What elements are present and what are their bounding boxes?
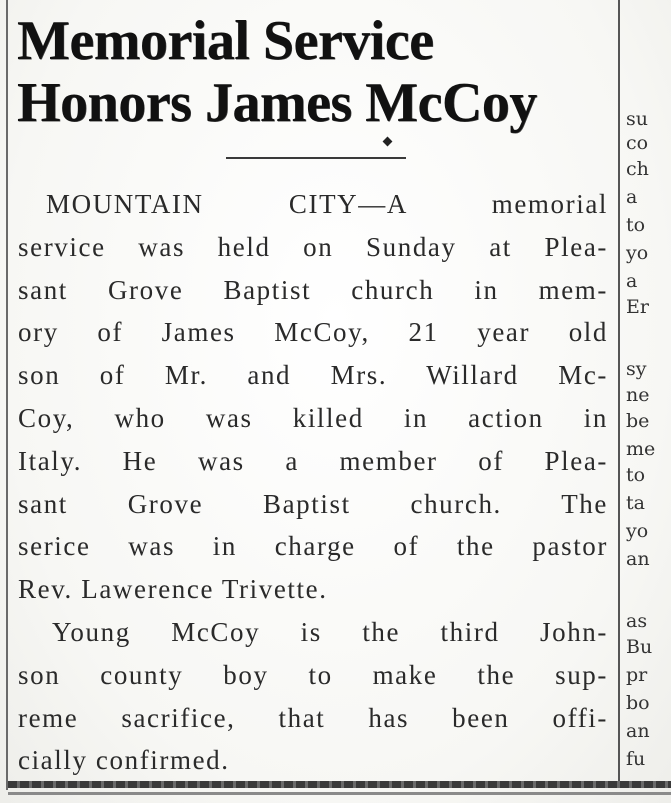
text-line: Coy, who was killed in action in bbox=[18, 402, 608, 433]
fragment: a bbox=[626, 186, 638, 208]
bottom-border-rule-thin bbox=[8, 792, 671, 795]
fragment: su bbox=[626, 108, 648, 130]
text-line: Young McCoy is the third John- bbox=[52, 616, 608, 647]
text-line: Italy. He was a member of Plea- bbox=[18, 445, 608, 476]
text-line: sant Grove Baptist church. The bbox=[18, 488, 608, 519]
fragment: ta bbox=[626, 492, 645, 514]
text-line: reme sacrifice, that has been offi- bbox=[18, 702, 608, 733]
headline-line-2: Honors James McCoy bbox=[17, 72, 537, 134]
fragment: sy bbox=[626, 358, 647, 380]
fragment: Bu bbox=[626, 636, 653, 658]
text-line: serice was in charge of the pastor bbox=[18, 531, 608, 562]
bottom-border-rule bbox=[8, 781, 671, 788]
text-line: son of Mr. and Mrs. Willard Mc- bbox=[18, 360, 608, 391]
fragment: an bbox=[626, 548, 650, 570]
paragraph-1 bbox=[18, 183, 608, 611]
fragment: co bbox=[626, 132, 649, 154]
fragment: an bbox=[626, 720, 650, 742]
paragraph-2 bbox=[18, 611, 608, 782]
text-line: Rev. Lawerence Trivette. bbox=[18, 574, 328, 605]
text-line: cially confirmed. bbox=[18, 745, 230, 776]
left-border-rule bbox=[6, 0, 8, 790]
fragment: as bbox=[626, 610, 648, 632]
fragment: ne bbox=[626, 384, 650, 406]
fragment: bo bbox=[626, 692, 650, 714]
fragment: me bbox=[626, 438, 656, 460]
fragment: yo bbox=[626, 520, 649, 542]
fragment: yo bbox=[626, 242, 649, 264]
adjacent-column-fragments bbox=[624, 100, 671, 790]
divider-ornament-icon bbox=[383, 137, 393, 147]
fragment: ch bbox=[626, 158, 649, 180]
text-line: sant Grove Baptist church in mem- bbox=[18, 274, 608, 305]
text-line: son county boy to make the sup- bbox=[18, 659, 608, 690]
fragment: fu bbox=[626, 748, 646, 770]
fragment: Er bbox=[626, 296, 649, 318]
headline-line-1: Memorial Service bbox=[17, 10, 434, 72]
text-line: service was held on Sunday at Plea- bbox=[18, 231, 608, 262]
fragment: to bbox=[626, 214, 646, 236]
headline bbox=[17, 10, 617, 134]
column-divider-rule bbox=[618, 0, 620, 785]
article-body bbox=[18, 183, 608, 782]
text-line: MOUNTAIN CITY—A memorial bbox=[46, 189, 608, 219]
fragment: a bbox=[626, 270, 638, 292]
fragment: to bbox=[626, 464, 646, 486]
fragment: be bbox=[626, 410, 650, 432]
text-line: ory of James McCoy, 21 year old bbox=[18, 317, 608, 348]
headline-divider bbox=[226, 157, 406, 159]
fragment: pr bbox=[626, 664, 648, 686]
